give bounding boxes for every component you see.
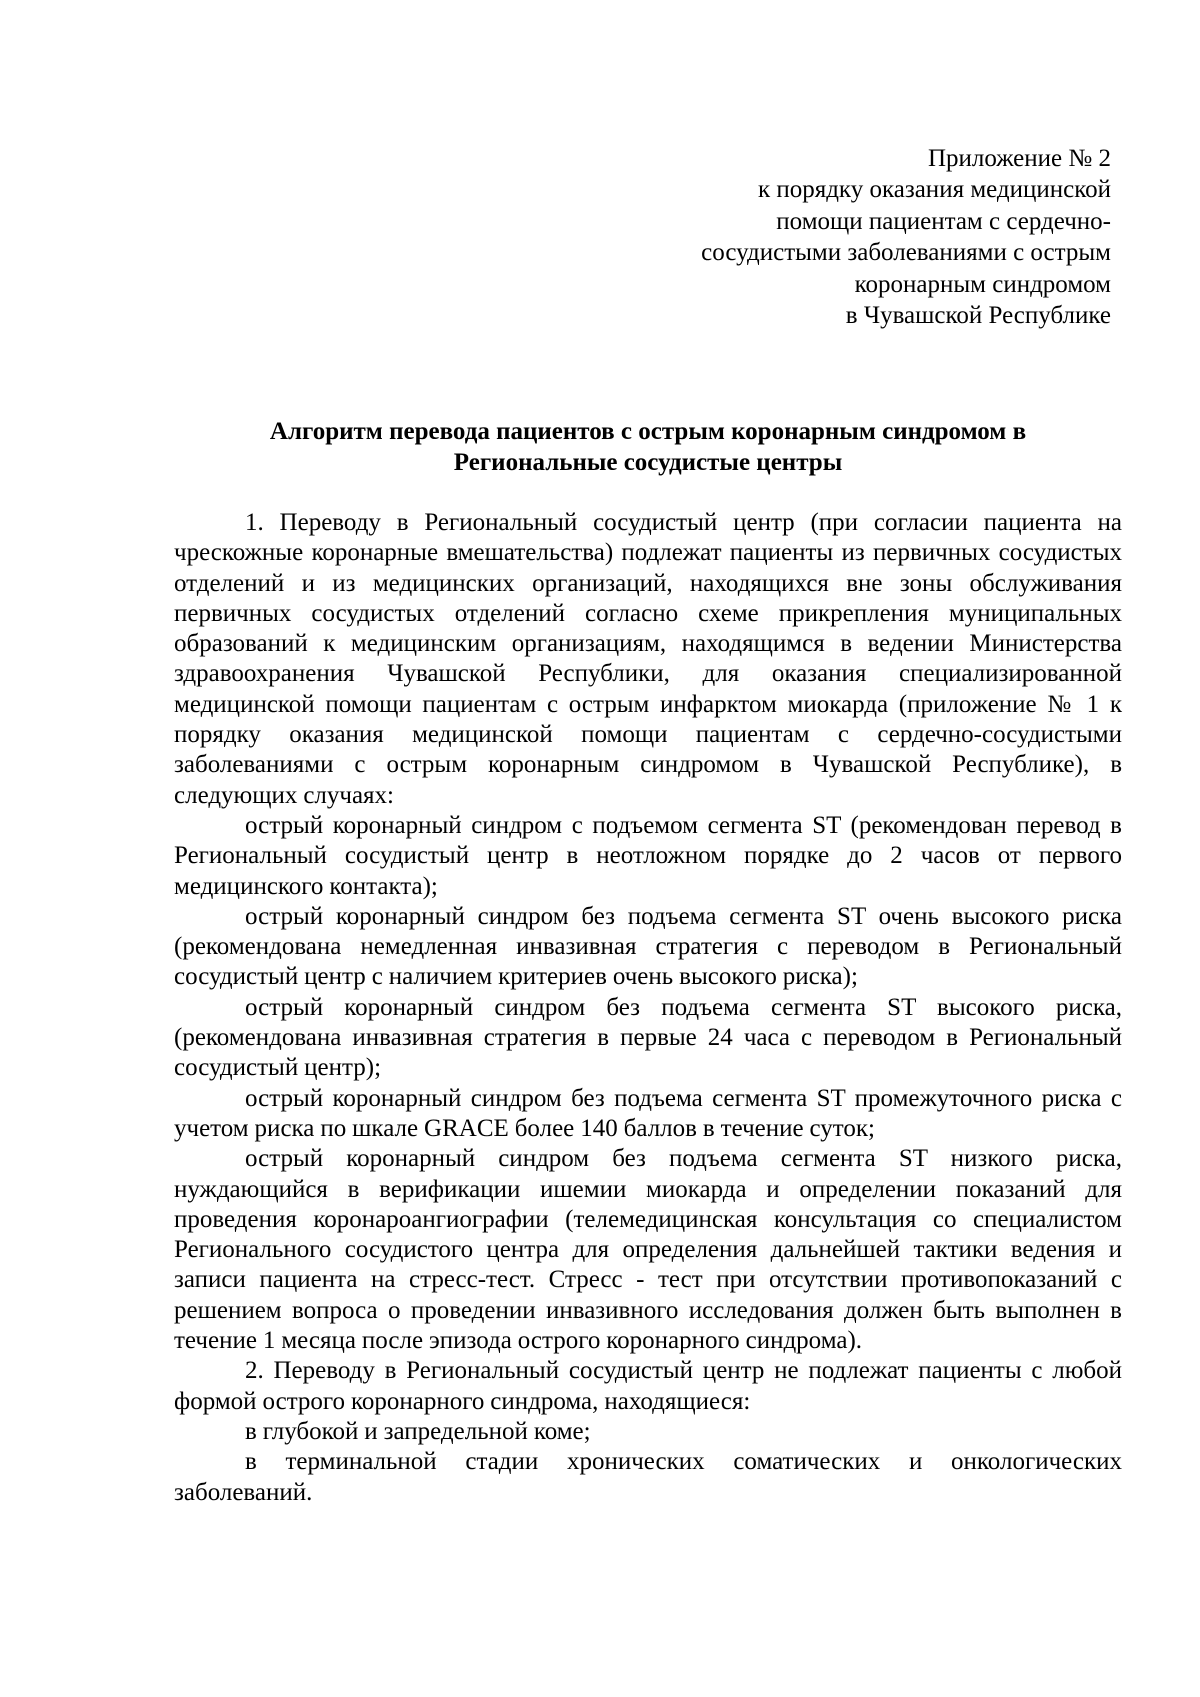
- title-line: Региональные сосудистые центры: [453, 449, 843, 476]
- document-title: [174, 416, 1122, 478]
- paragraph: острый коронарный синдром без подъема сегмента ST промежуточного риска с учетом риска по шкале GRACE более 140 баллов в течение суток;: [174, 1084, 1122, 1142]
- paragraph: 2. Переводу в Региональный сосудистый центр не подлежат пациенты с любой формой острого коронарного синдрома, находящиеся:: [174, 1357, 1122, 1415]
- appendix-line: сосудистыми заболеваниями с острым: [701, 239, 1111, 267]
- paragraph: острый коронарный синдром без подъема сегмента ST очень высокого риска (рекомендована немедленная инвазивная стратегия с переводом в Региональный сосудистый центр с наличием критериев очень высокого риска);: [174, 902, 1122, 991]
- paragraph: 1. Переводу в Региональный сосудистый центр (при согласии пациента на чрескожные коронарные вмешательства) подлежат пациенты из первичных сосудистых отделений и из медицинских организаций, находящихся вне зоны обслуживания первичных сосудистых отделений согласно схеме прикрепления муниципальных образований к медицинским организациям, находящимся в ведении Министерства здравоохранения Чувашской Республики, для оказания специализированной медицинской помощи пациентам с острым инфарктом миокарда (приложение № 1 к порядку оказания медицинской помощи пациентам с сердечно-сосудистыми заболеваниями с острым коронарным синдромом в Чувашской Республике), в следующих случаях:: [174, 509, 1122, 809]
- title-line: Алгоритм перевода пациентов с острым коронарным синдромом в: [269, 418, 1027, 445]
- appendix-header: [631, 143, 1111, 331]
- paragraph: острый коронарный синдром с подъемом сегмента ST (рекомендован перевод в Региональный сосудистый центр в неотложном порядке до 2 часов от первого медицинского контакта);: [174, 811, 1122, 900]
- appendix-line: в Чувашской Республике: [845, 302, 1111, 330]
- appendix-line: к порядку оказания медицинской: [757, 176, 1111, 204]
- paragraph: острый коронарный синдром без подъема сегмента ST высокого риска, (рекомендована инвазивная стратегия в первые 24 часа с переводом в Региональный сосудистый центр);: [174, 993, 1122, 1082]
- appendix-line: коронарным синдромом: [854, 270, 1111, 298]
- appendix-line: помощи пациентам с сердечно-: [776, 207, 1111, 235]
- paragraph: в глубокой и запредельной коме;: [245, 1417, 591, 1445]
- paragraph: в терминальной стадии хронических соматических и онкологических заболеваний.: [174, 1448, 1122, 1506]
- document-body: [174, 508, 1122, 1508]
- appendix-line: Приложение № 2: [927, 145, 1111, 172]
- paragraph: острый коронарный синдром без подъема сегмента ST низкого риска, нуждающийся в верификации ишемии миокарда и определении показаний для проведения коронароангиографии (телемедицинская консультация со специалистом Регионального сосудистого центра для определения дальнейшей тактики ведения и записи пациента на стресс-тест. Стресс - тест при отсутствии противопоказаний с решением вопроса о проведении инвазивного исследования должен быть выполнен в течение 1 месяца после эпизода острого коронарного синдрома).: [174, 1145, 1122, 1355]
